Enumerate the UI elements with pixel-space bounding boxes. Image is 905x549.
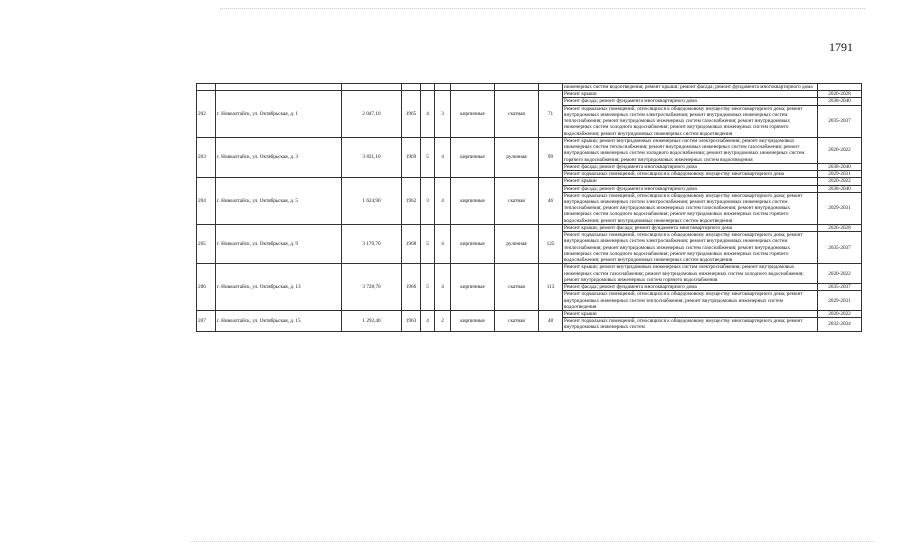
cell-floors: 4 [421, 91, 435, 138]
work-description: Ремонт фасада; ремонт фундамента многоквартирного дома [563, 163, 818, 170]
work-period: 2026-2028 [818, 91, 862, 98]
work-period [818, 84, 862, 91]
work-period: 2020-2022 [818, 178, 862, 185]
cell-area: 1 292,40 [342, 310, 402, 331]
work-period: 2038-2040 [818, 185, 862, 192]
cell-walls: кирпичные [451, 91, 495, 138]
work-description: инженерных систем водоотведения; ремонт крыши; ремонт фасада; ремонт фундамента многоквартирного дома [563, 84, 818, 91]
cell-roof: скатная [495, 178, 539, 225]
cell-area: 3 831,10 [342, 137, 402, 177]
work-description: Ремонт крыши; ремонт внутридомовых инженерных систем электроснабжения; ремонт внутридомовых инженерных систем теплоснабжения; ремонт внутридомовых инженерных систем газоснабжения; ремонт внутридомовых инженерных систем холодного водоснабжения; ремонт внутридомовых инженерных систем горячего водоснабжения; ремонт внутридомовых инженерных систем водоотведения [563, 137, 818, 163]
scan-artifact-top [220, 8, 865, 9]
work-period: 2032-2034 [818, 318, 862, 331]
cell-count: 113 [539, 264, 563, 311]
work-description: Ремонт фасада; ремонт фундамента многоквартирного дома [563, 185, 818, 192]
cell-walls: кирпичные [451, 310, 495, 331]
work-description: Ремонт крыши [563, 178, 818, 185]
work-period: 2038-2040 [818, 98, 862, 105]
table-row [197, 264, 862, 284]
work-period: 2035-2037 [818, 284, 862, 291]
cell-no: 205 [197, 224, 216, 263]
page-number: 1791 [829, 40, 853, 54]
continuation-row [197, 84, 862, 91]
table-row [197, 178, 862, 185]
work-period: 2029-2031 [818, 192, 862, 224]
cell-entrances [435, 84, 451, 91]
cell-walls: кирпичные [451, 178, 495, 225]
cell-year [402, 84, 421, 91]
work-description: Ремонт подвальных помещений, относящихся к общедомовому имуществу многоквартирного дома; ремонт внутридомовых инженерных систем электроснабжения; ремонт внутридомовых инженерных систем теплоснабжения; ремонт внутридомовых инженерных систем газоснабжения; ремонт внутридомовых инженерных систем холодного водоснабжения; ремонт внутридомовых инженерных систем горячего водоснабжения; ремонт внутридомовых инженерных систем водоотведения [563, 105, 818, 137]
cell-walls: кирпичные [451, 224, 495, 263]
cell-no: 203 [197, 137, 216, 177]
work-description: Ремонт подвальных помещений, относящихся к общедомовому имуществу многоквартирного дома [563, 171, 818, 178]
work-period: 2020-2022 [818, 137, 862, 163]
cell-address: г. Новоалтайск, ул. Октябрьская, д. 3 [216, 137, 342, 177]
cell-floors: 5 [421, 224, 435, 263]
work-period: 2035-2037 [818, 232, 862, 264]
table-row [197, 137, 862, 163]
cell-area [342, 84, 402, 91]
cell-entrances: 4 [435, 137, 451, 177]
work-period: 2038-2040 [818, 163, 862, 170]
cell-walls [451, 84, 495, 91]
cell-count: 46 [539, 178, 563, 225]
cell-count: 125 [539, 224, 563, 263]
cell-year: 1966 [402, 264, 421, 311]
cell-roof: скатная [495, 91, 539, 138]
capital-repair-table [196, 83, 862, 332]
work-description: Ремонт крыши [563, 310, 818, 317]
cell-roof: рулонная [495, 137, 539, 177]
cell-year: 1962 [402, 178, 421, 225]
cell-floors: 3 [421, 178, 435, 225]
work-description: Ремонт крыши; ремонт фасада; ремонт фундамента многоквартирного дома [563, 224, 818, 231]
work-description: Ремонт фасада; ремонт фундамента многоквартирного дома [563, 98, 818, 105]
cell-floors [421, 84, 435, 91]
cell-address [216, 84, 342, 91]
cell-floors: 5 [421, 264, 435, 311]
cell-entrances: 4 [435, 224, 451, 263]
cell-walls: кирпичные [451, 137, 495, 177]
work-period: 2026-2028 [818, 224, 862, 231]
cell-area: 3 728,70 [342, 264, 402, 311]
cell-roof: рулонная [495, 224, 539, 263]
cell-area: 1 624,90 [342, 178, 402, 225]
table-row [197, 224, 862, 231]
cell-address: г. Новоалтайск, ул. Октябрьская, д. 1 [216, 91, 342, 138]
work-description: Ремонт крыши; ремонт внутридомовых инженерных систем электроснабжения; ремонт внутридомовых инженерных систем газоснабжения; ремонт внутридомовых инженерных систем холодного водоснабжения; ремонт внутридомовых инженерных систем горячего водоснабжения [563, 264, 818, 284]
cell-no: 204 [197, 178, 216, 225]
scan-artifact-bottom [190, 541, 875, 542]
cell-entrances: 2 [435, 310, 451, 331]
cell-entrances: 3 [435, 91, 451, 138]
cell-address: г. Новоалтайск, ул. Октябрьская, д. 15 [216, 310, 342, 331]
cell-year: 1963 [402, 310, 421, 331]
cell-count: 71 [539, 91, 563, 138]
cell-no: 207 [197, 310, 216, 331]
work-description: Ремонт крыши [563, 91, 818, 98]
cell-area: 2 047,10 [342, 91, 402, 138]
cell-no: 206 [197, 264, 216, 311]
cell-area: 3 170,70 [342, 224, 402, 263]
table-row [197, 91, 862, 98]
work-period: 2029-2031 [818, 291, 862, 311]
work-period: 2020-2022 [818, 310, 862, 317]
cell-count [539, 84, 563, 91]
cell-address: г. Новоалтайск, ул. Октябрьская, д. 9 [216, 224, 342, 263]
table-row [197, 310, 862, 317]
cell-roof: скатная [495, 310, 539, 331]
cell-year: 1968 [402, 224, 421, 263]
cell-address: г. Новоалтайск, ул. Октябрьская, д. 13 [216, 264, 342, 311]
cell-walls: кирпичные [451, 264, 495, 311]
cell-year: 1969 [402, 137, 421, 177]
cell-entrances: 4 [435, 178, 451, 225]
cell-entrances: 4 [435, 264, 451, 311]
work-period: 2029-2031 [818, 171, 862, 178]
cell-floors: 5 [421, 137, 435, 177]
work-description: Ремонт подвальных помещений, относящихся к общедомовому имуществу многоквартирного дома; ремонт внутридомовых инженерных систем электроснабжения; ремонт внутридомовых инженерных систем теплоснабжения; ремонт внутридомовых инженерных систем газоснабжения; ремонт внутридомовых инженерных систем холодного водоснабжения; ремонт внутридомовых инженерных систем горячего водоснабжения; ремонт внутридомовых инженерных систем водоотведения [563, 232, 818, 264]
work-description: Ремонт подвальных помещений, относящихся к общедомовому имуществу многоквартирного дома; ремонт внутридомовых инженерных систем теплоснабжения; ремонт внутридомовых инженерных систем водоотведения [563, 291, 818, 311]
work-description: Ремонт подвальных помещений, относящихся к общедомовому имуществу многоквартирного дома; ремонт внутридомовых инженерных систем [563, 318, 818, 331]
work-period: 2020-2022 [818, 264, 862, 284]
cell-roof: скатная [495, 264, 539, 311]
cell-roof [495, 84, 539, 91]
cell-no: 202 [197, 91, 216, 138]
cell-count: 48 [539, 310, 563, 331]
work-period: 2035-2037 [818, 105, 862, 137]
cell-address: г. Новоалтайск, ул. Октябрьская, д. 5 [216, 178, 342, 225]
cell-count: 99 [539, 137, 563, 177]
work-description: Ремонт подвальных помещений, относящихся к общедомовому имуществу многоквартирного дома; ремонт внутридомовых инженерных систем электроснабжения; ремонт внутридомовых инженерных систем теплоснабжения; ремонт внутридомовых инженерных систем газоснабжения; ремонт внутридомовых инженерных систем холодного водоснабжения; ремонт внутридомовых инженерных систем горячего водоснабжения; ремонт внутридомовых инженерных систем водоотведения [563, 192, 818, 224]
cell-no [197, 84, 216, 91]
cell-floors: 4 [421, 310, 435, 331]
work-description: Ремонт фасада; ремонт фундамента многоквартирного дома [563, 284, 818, 291]
cell-year: 1965 [402, 91, 421, 138]
